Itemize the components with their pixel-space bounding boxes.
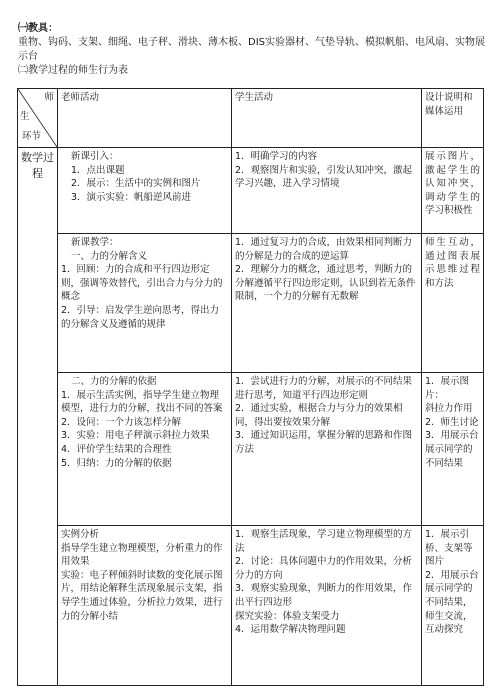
teacher-line: 2．展示：生活中的实例和图片 [71, 178, 201, 190]
design-line: 师生互动，通过图表展示思维过程和方法 [425, 237, 480, 289]
student-line: 2．讨论：具体问题中力的作用效果，分析分力的方向 [235, 556, 413, 581]
design-note-cell [422, 526, 484, 686]
table-row [18, 526, 484, 686]
teacher-line: 新课引入： [71, 151, 119, 162]
intro-section [18, 22, 488, 78]
student-line: 1．观察生活现象，学习建立物理模型的方法 [235, 529, 413, 554]
student-line: 1．尝试进行力的分解，对展示的不同结果进行思考，知道平行四边形定则 [235, 376, 413, 401]
design-line: 展示图片，激起学生的认知冲突，调动学生的学习积极性 [425, 151, 480, 217]
student-line: 2．观察图片和实验，引发认知冲突，激起学习兴趣，进入学习情境 [235, 164, 413, 190]
student-line: 2．理解分力的概念，通过思考，判断力的分解遵循平行四边形定则，认识到若无条件限制，一个力的分解有无数解 [235, 264, 416, 303]
teacher-line: 二、力的分解的依据 [71, 376, 157, 387]
teacher-line: 2．引导：启发学生逆向思考，得出力的分解含义及遵循的规律 [61, 304, 220, 330]
teacher-line: 1．点出课题 [71, 164, 125, 176]
student-activity-cell [232, 234, 422, 373]
student-line: 1．通过复习力的合成，由效果相同判断力的分解是力的合成的逆运算 [235, 237, 413, 262]
student-activity-cell [232, 373, 422, 526]
teacher-activity-cell [58, 234, 232, 373]
student-activity-cell [232, 526, 422, 686]
stage-label-cell: 数学过程 [18, 148, 58, 686]
design-line: 1．展示图片： [425, 376, 470, 401]
header-student-activity: 学生活动 [232, 89, 422, 148]
table-heading: ㈡教学过程的师生行为表 [18, 65, 128, 76]
teacher-line: 3．演示实验：帆船逆风前进 [71, 191, 192, 203]
corner-header-cell [18, 89, 58, 148]
teacher-activity-cell [58, 373, 232, 526]
teacher-line: 1．展示生活实例，指导学生建立物理模型，进行力的分解，找出不同的答案 [61, 389, 223, 415]
table-header-row [18, 89, 484, 148]
teacher-line: 指导学生建立物理模型，分析重力的作用效果 [61, 542, 223, 568]
header-design-notes: 设计说明和媒体运用 [422, 89, 484, 148]
lesson-process-table [17, 88, 484, 686]
teacher-line: 一、力的分解含义 [71, 250, 148, 262]
teacher-line: 4．评价学生结果的合理性 [61, 443, 172, 455]
table-row [18, 234, 484, 373]
student-line: 3．通过知识运用，掌握分解的思路和作图方法 [235, 430, 413, 455]
design-line: 2．师生讨论 [425, 416, 479, 428]
student-line: 1．明确学习的内容 [235, 151, 318, 162]
header-teacher-activity: 老师活动 [58, 89, 232, 148]
teacher-activity-cell [58, 526, 232, 686]
teacher-line: 实例分析 [61, 529, 100, 540]
student-line: 2．通过实验，根据合力与分力的效果相同，得出要按效果分解 [235, 403, 403, 428]
design-line: 3．用展示台展示同学的不同结果 [425, 430, 479, 469]
design-note-cell [422, 234, 484, 373]
student-line: 4．运用数学解决物理问题 [235, 624, 346, 636]
teacher-activity-cell [58, 148, 232, 234]
design-line: 1．展示引桥、支架等图片 [425, 529, 473, 568]
design-note-cell [422, 373, 484, 526]
teacher-line: 实验：电子秤倾斜时读数的变化展示图片，用结论解释生活现象展示支架，指导学生通过体验，分析拉力效果，进行力的分解小结 [61, 569, 223, 622]
corner-label-stage: 环节 [22, 131, 42, 143]
design-line: 斜拉力作用 [425, 403, 473, 415]
teacher-line: 1．回顾：力的合成和平行四边形定则，强调等效替代，引出合力与分力的概念 [61, 264, 223, 303]
equipment-heading: ㈠教具： [18, 23, 58, 34]
corner-label-student: 生 [20, 111, 30, 122]
teacher-line: 2．设问：一个力该怎样分解 [61, 416, 182, 428]
corner-label-teacher: 师 [44, 92, 54, 103]
table-row [18, 373, 484, 526]
student-line: 3．观察实验现象，判断力的作用效果，作出平行四边形 [235, 583, 413, 608]
design-note-cell [422, 148, 484, 234]
table-row [18, 148, 484, 234]
teacher-line: 5．归纳：力的分解的依据 [61, 457, 172, 469]
equipment-list: 重物、钩码、支架、细绳、电子秤、滑块、薄木板、DIS实验器材、气垫导轨、模拟帆船、电风扇、实物展示台 [18, 37, 485, 62]
teacher-line: 新课教学： [71, 237, 119, 248]
student-line: 探究实验：体验支架受力 [235, 610, 340, 622]
teacher-line: 3．实验：用电子秤演示斜拉力效果 [61, 430, 210, 442]
student-activity-cell [232, 148, 422, 234]
design-line: 2．用展示台展示同学的不同结果，师生交流，互动探究 [425, 569, 479, 636]
